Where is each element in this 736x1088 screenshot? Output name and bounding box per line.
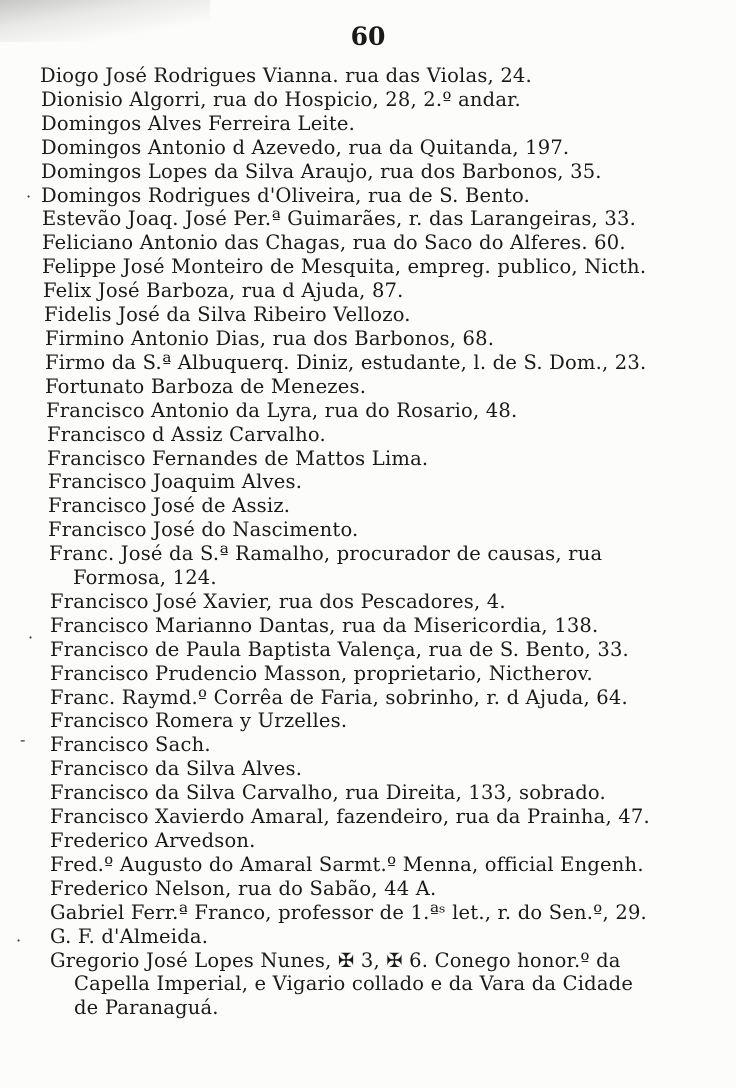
directory-entry: Francisco Xavierdo Amaral, fazendeiro, rua da Prainha, 47.	[50, 805, 650, 829]
directory-entry: Gabriel Ferr.ª Franco, professor de 1.ªˢ let., r. do Sen.º, 29.	[50, 900, 647, 924]
directory-entry: Francisco Fernandes de Mattos Lima.	[47, 446, 429, 470]
directory-entry: Francisco José do Nascimento.	[48, 518, 359, 542]
directory-entry: Fidelis José da Silva Ribeiro Vellozo.	[44, 303, 411, 327]
directory-entry: Francisco José de Assiz.	[48, 494, 291, 518]
directory-entry: Estevão Joaq. José Per.ª Guimarães, r. das Larangeiras, 33.	[42, 207, 636, 231]
directory-entry: Francisco José Xavier, rua dos Pescadores, 4.	[50, 589, 506, 613]
directory-entry: Francisco d Assiz Carvalho.	[47, 422, 326, 446]
page-number: 60	[350, 22, 386, 51]
directory-entry: Francisco da Silva Carvalho, rua Direita, 133, sobrado.	[50, 781, 606, 805]
directory-entry: Firmo da S.ª Albuquerq. Diniz, estudante, l. de S. Dom., 23.	[45, 350, 647, 374]
margin-dot: ·	[28, 628, 34, 647]
directory-entry: Francisco Antonio da Lyra, rua do Rosario, 48.	[46, 398, 518, 422]
margin-dash: -	[20, 730, 26, 749]
directory-entry: Francisco de Paula Baptista Valença, rua de S. Bento, 33.	[50, 637, 629, 661]
directory-entries	[0, 64, 736, 1020]
directory-entry: G. F. d'Almeida.	[50, 924, 209, 948]
directory-entry: Fortunato Barboza de Menezes.	[45, 374, 367, 398]
margin-dot: ·	[16, 931, 22, 950]
directory-entry: Felix José Barboza, rua d Ajuda, 87.	[43, 279, 404, 303]
directory-entry: Francisco Marianno Dantas, rua da Misericordia, 138.	[50, 613, 599, 637]
directory-entry: Franc. Raymd.º Corrêa de Faria, sobrinho, r. d Ajuda, 64.	[50, 685, 628, 709]
directory-entry: Domingos Lopes da Silva Araujo, rua dos Barbonos, 35.	[41, 159, 602, 183]
directory-entry: Firmino Antonio Dias, rua dos Barbonos, 68.	[45, 326, 495, 350]
directory-entry: Feliciano Antonio das Chagas, rua do Saco do Alferes. 60.	[42, 231, 626, 255]
directory-entry: Francisco Sach.	[50, 733, 211, 757]
directory-entry: Dionisio Algorri, rua do Hospicio, 28, 2.º andar.	[41, 87, 521, 111]
directory-entry: Francisco Joaquim Alves.	[48, 470, 303, 494]
directory-entry: Domingos Alves Ferreira Leite.	[41, 111, 356, 135]
directory-entry: Felippe José Monteiro de Mesquita, empreg. publico, Nicth.	[42, 255, 647, 279]
directory-entry: Francisco Romera y Urzelles.	[50, 709, 348, 733]
directory-entry: Franc. José da S.ª Ramalho, procurador de causas, rua Formosa, 124.	[49, 542, 603, 590]
directory-entry: Frederico Arvedson.	[50, 829, 256, 852]
margin-dot: ·	[26, 187, 32, 206]
directory-entry: Frederico Nelson, rua do Sabão, 44 A.	[50, 876, 437, 900]
directory-entry: Francisco Prudencio Masson, proprietario, Nictherov.	[50, 661, 593, 685]
directory-entry: Domingos Antonio d Azevedo, rua da Quitanda, 197.	[41, 135, 570, 159]
directory-entry: Fred.º Augusto do Amaral Sarmt.º Menna, official Engenh.	[50, 852, 644, 876]
directory-entry: Diogo José Rodrigues Vianna. rua das Violas, 24.	[40, 64, 532, 87]
directory-entry: Domingos Rodrigues d'Oliveira, rua de S. Bento.	[41, 183, 531, 207]
directory-entry: Gregorio José Lopes Nunes, ✠ 3, ✠ 6. Conego honor.º da Capella Imperial, e Vigario collado e da Vara da Cidade de Paranaguá.	[50, 948, 634, 1020]
directory-entry: Francisco da Silva Alves.	[50, 757, 303, 781]
